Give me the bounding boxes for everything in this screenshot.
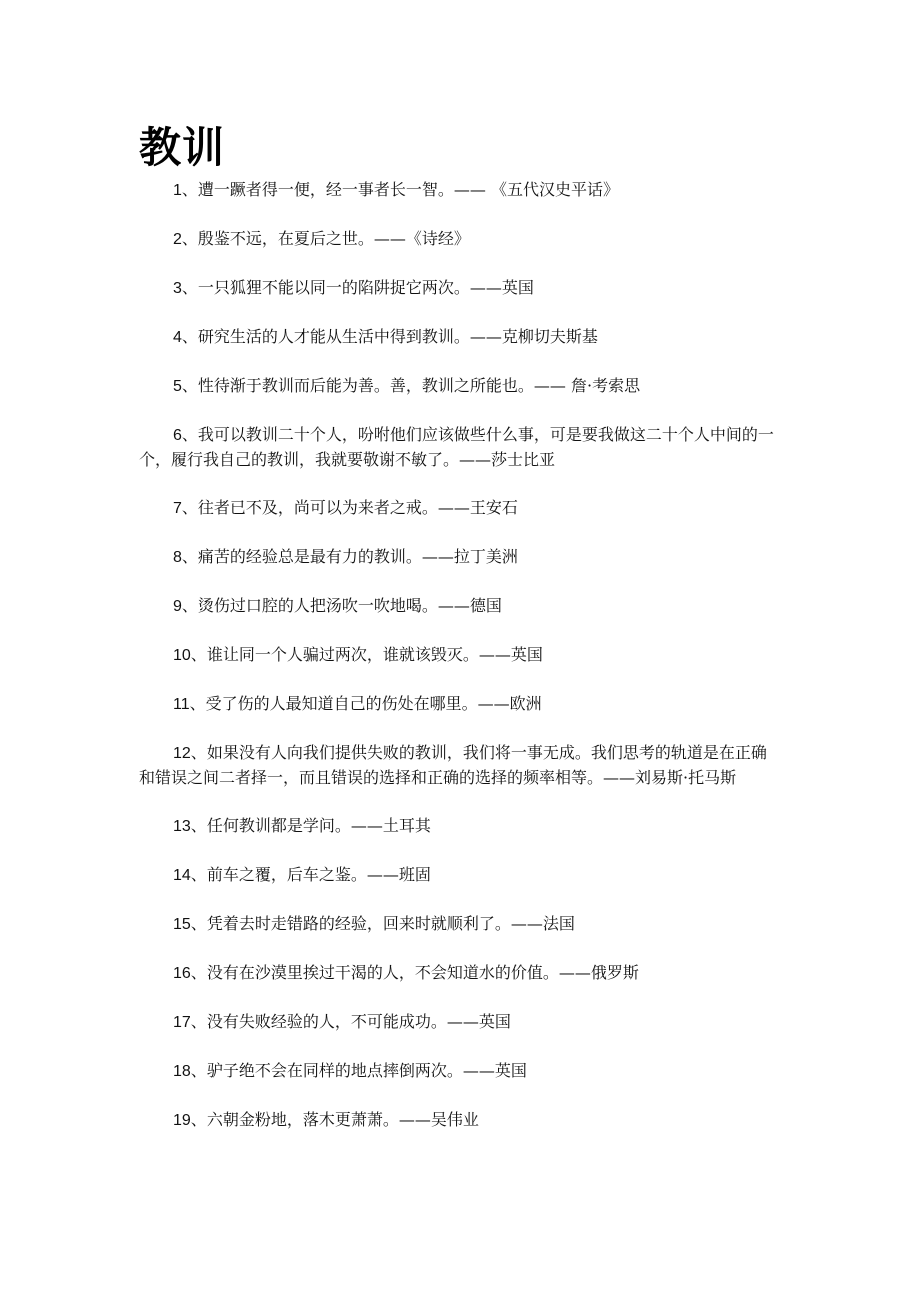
quote-text: 往者已不及，尚可以为来者之戒。——王安石: [197, 498, 518, 517]
quote-item: [139, 814, 781, 839]
quote-number: 12、: [173, 745, 207, 762]
quote-text: 任何教训都是学问。——土耳其: [206, 816, 431, 835]
quote-item: [139, 643, 781, 668]
quote-item: [139, 961, 781, 986]
quote-text: 前车之覆，后车之鉴。——班固: [206, 865, 431, 884]
quote-text: 殷鉴不远，在夏后之世。——《诗经》: [197, 229, 470, 248]
quote-number: 13、: [173, 818, 207, 835]
quote-text: 性待渐于教训而后能为善。善，教训之所能也。—— 詹·考索思: [197, 376, 641, 395]
quote-number: 19、: [173, 1112, 207, 1129]
quote-text: 如果没有人向我们提供失败的教训，我们将一事无成。我们思考的轨道是在正确和错误之间二者择一，而且错误的选择和正确的选择的频率相等。——刘易斯·托马斯: [139, 743, 767, 787]
quote-item: [139, 374, 781, 399]
quote-item: [139, 227, 781, 252]
quote-number: 10、: [173, 647, 207, 664]
quote-number: 1、: [173, 182, 198, 199]
quote-number: 11、: [173, 696, 206, 713]
quote-text: 谁让同一个人骗过两次，谁就该毁灭。——英国: [206, 645, 543, 664]
quote-text: 驴子绝不会在同样的地点摔倒两次。——英国: [206, 1061, 527, 1080]
quote-text: 痛苦的经验总是最有力的教训。——拉丁美洲: [197, 547, 518, 566]
quote-text: 烫伤过口腔的人把汤吹一吹地喝。——德国: [197, 596, 502, 615]
quote-list: [139, 178, 781, 1157]
quote-item: [139, 594, 781, 619]
quote-text: 我可以教训二十个人，吩咐他们应该做些什么事，可是要我做这二十个人中间的一个，履行我自己的教训，我就要敬谢不敏了。——莎士比亚: [139, 425, 774, 469]
quote-number: 16、: [173, 965, 207, 982]
quote-number: 18、: [173, 1063, 207, 1080]
quote-item: [139, 1108, 781, 1133]
quote-text: 没有失败经验的人，不可能成功。——英国: [206, 1012, 511, 1031]
quote-item: [139, 496, 781, 521]
quote-number: 8、: [173, 549, 198, 566]
quote-number: 4、: [173, 329, 198, 346]
quote-text: 遭一蹶者得一便，经一事者长一智。—— 《五代汉史平话》: [197, 180, 619, 199]
quote-number: 2、: [173, 231, 198, 248]
quote-text: 凭着去时走错路的经验，回来时就顺利了。——法国: [206, 914, 575, 933]
quote-item: [139, 423, 781, 472]
quote-text: 一只狐狸不能以同一的陷阱捉它两次。——英国: [197, 278, 534, 297]
quote-number: 14、: [173, 867, 207, 884]
quote-item: [139, 912, 781, 937]
quote-number: 9、: [173, 598, 198, 615]
quote-number: 15、: [173, 916, 207, 933]
quote-item: [139, 545, 781, 570]
quote-text: 受了伤的人最知道自己的伤处在哪里。——欧洲: [205, 694, 542, 713]
quote-item: [139, 1059, 781, 1084]
quote-number: 17、: [173, 1014, 207, 1031]
quote-item: [139, 1010, 781, 1035]
quote-number: 6、: [173, 427, 198, 444]
quote-number: 3、: [173, 280, 198, 297]
quote-item: [139, 692, 781, 717]
quote-text: 研究生活的人才能从生活中得到教训。——克柳切夫斯基: [197, 327, 598, 346]
page-title: 教训: [139, 123, 226, 172]
quote-item: [139, 741, 781, 790]
quote-number: 7、: [173, 500, 198, 517]
quote-item: [139, 276, 781, 301]
quote-text: 没有在沙漠里挨过干渴的人，不会知道水的价值。——俄罗斯: [206, 963, 639, 982]
quote-text: 六朝金粉地，落木更萧萧。——吴伟业: [206, 1110, 479, 1129]
quote-item: [139, 325, 781, 350]
quote-item: [139, 863, 781, 888]
quote-item: [139, 178, 781, 203]
quote-number: 5、: [173, 378, 198, 395]
